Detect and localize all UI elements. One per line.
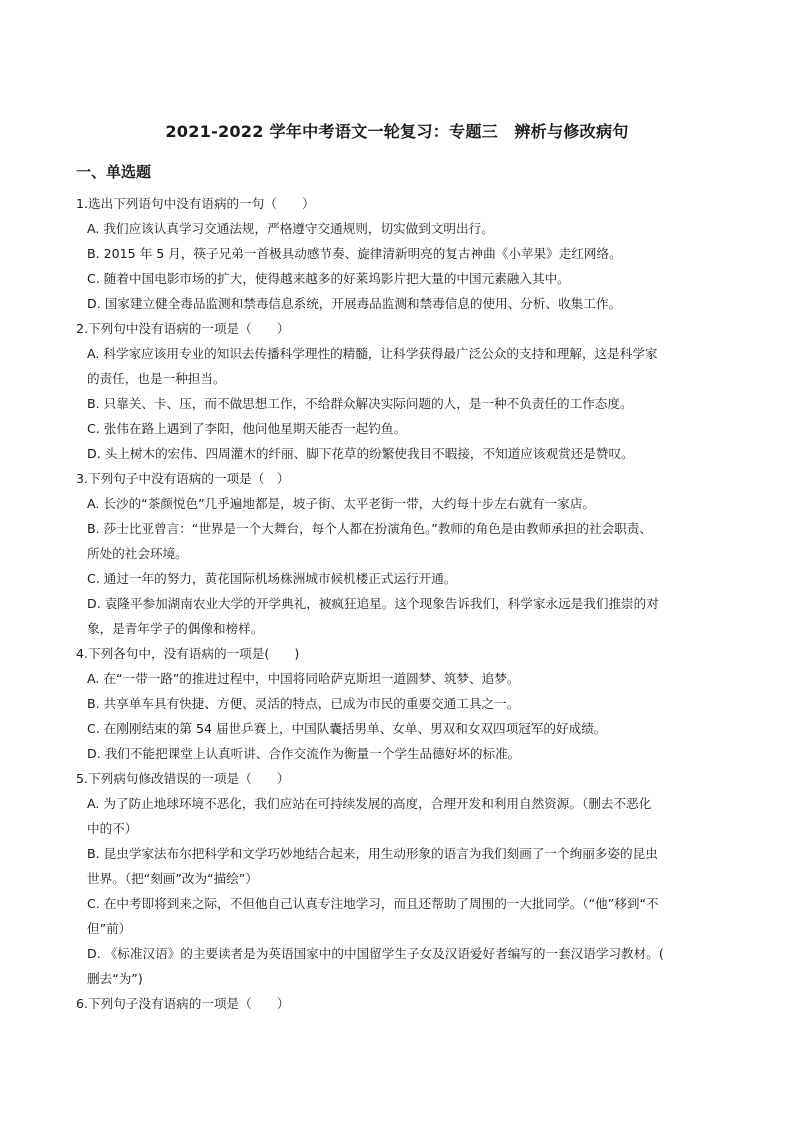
question-option: A. 科学家应该用专业的知识去传播科学理性的精髓，让科学获得最广泛公众的支持和理解，这是科学家 bbox=[87, 346, 658, 361]
document-title: 2021-2022 学年中考语文一轮复习：专题三 辨析与修改病句 bbox=[165, 122, 629, 141]
question-option: C. 通过一年的努力，黄花国际机场株洲城市候机楼正式运行开通。 bbox=[87, 571, 457, 586]
question-option-continuation: 的责任，也是一种担当。 bbox=[87, 371, 226, 386]
question-option: A. 长沙的“茶颜悦色”几乎遍地都是，坡子街、太平老街一带，大约每十步左右就有一家店。 bbox=[87, 496, 596, 511]
question-option: A. 在“一带一路”的推进过程中，中国将同哈萨克斯坦一道圆梦、筑梦、追梦。 bbox=[87, 671, 520, 686]
question-option: B. 共享单车具有快捷、方便、灵活的特点，已成为市民的重要交通工具之一。 bbox=[87, 696, 520, 711]
question-option: C. 张伟在路上遇到了李阳，他问他星期天能否一起钓鱼。 bbox=[87, 421, 407, 436]
question-stem: 4.下列各句中，没有语病的一项是( ) bbox=[76, 646, 300, 661]
question-option-continuation: 但”前） bbox=[87, 921, 132, 936]
question-option: D. 头上树木的宏伟、四周灌木的纤丽、脚下花草的纷繁使我目不暇接，不知道应该观赏还是赞叹。 bbox=[87, 446, 634, 461]
question-option-continuation: 删去“为”) bbox=[87, 971, 143, 986]
question-option: C. 在中考即将到来之际，不但他自己认真专注地学习，而且还帮助了周围的一大批同学。（“他”移到“不 bbox=[87, 896, 659, 911]
question-option-continuation: 所处的社会环境。 bbox=[87, 546, 188, 561]
question-option: D. 袁隆平参加湖南农业大学的开学典礼，被疯狂追星。这个现象告诉我们，科学家永远是我们推崇的对 bbox=[87, 596, 659, 611]
question-stem: 1.选出下列语句中没有语病的一句（ ） bbox=[76, 196, 315, 211]
question-option: A. 为了防止地球环境不恶化，我们应站在可持续发展的高度，合理开发和利用自然资源。（删去不恶化 bbox=[87, 796, 652, 811]
question-option: C. 在刚刚结束的第 54 届世乒赛上，中国队囊括男单、女单、男双和女双四项冠军的好成绩。 bbox=[87, 721, 607, 736]
question-option-continuation: 象，是青年学子的偶像和榜样。 bbox=[87, 621, 264, 636]
question-stem: 3.下列句子中没有语病的一项是（ ） bbox=[76, 471, 290, 486]
question-option: B. 昆虫学家法布尔把科学和文学巧妙地结合起来，用生动形象的语言为我们刻画了一个绚丽多姿的昆虫 bbox=[87, 846, 658, 861]
section-heading: 一、单选题 bbox=[76, 163, 152, 181]
question-stem: 6.下列句子没有语病的一项是（ ） bbox=[76, 996, 290, 1011]
question-option-continuation: 中的不） bbox=[87, 821, 138, 836]
question-option-continuation: 世界。（把“刻画”改为“描绘”） bbox=[87, 871, 258, 886]
question-option: C. 随着中国电影市场的扩大，使得越来越多的好莱坞影片把大量的中国元素融入其中。 bbox=[87, 271, 570, 286]
question-option: A. 我们应该认真学习交通法规，严格遵守交通规则，切实做到文明出行。 bbox=[87, 221, 494, 236]
question-stem: 5.下列病句修改错误的一项是（ ） bbox=[76, 771, 290, 786]
question-option: B. 2015 年 5 月，筷子兄弟一首极具动感节奏、旋律清新明亮的复古神曲《小苹果》走红网络。 bbox=[87, 246, 622, 261]
question-option: B. 只靠关、卡、压，而不做思想工作，不给群众解决实际问题的人，是一种不负责任的工作态度。 bbox=[87, 396, 633, 411]
question-option: B. 莎士比亚曾言：“世界是一个大舞台，每个人都在扮演角色。”教师的角色是由教师承担的社会职责、 bbox=[87, 521, 652, 536]
question-option: D. 国家建立健全毒品监测和禁毒信息系统，开展毒品监测和禁毒信息的使用、分析、收集工作。 bbox=[87, 296, 622, 311]
question-option: D. 《标准汉语》的主要读者是为英语国家中的中国留学生子女及汉语爱好者编写的一套汉语学习教材。( bbox=[87, 946, 664, 961]
question-option: D. 我们不能把课堂上认真听讲、合作交流作为衡量一个学生品德好坏的标准。 bbox=[87, 746, 521, 761]
question-stem: 2.下列句中没有语病的一项是（ ） bbox=[76, 321, 290, 336]
